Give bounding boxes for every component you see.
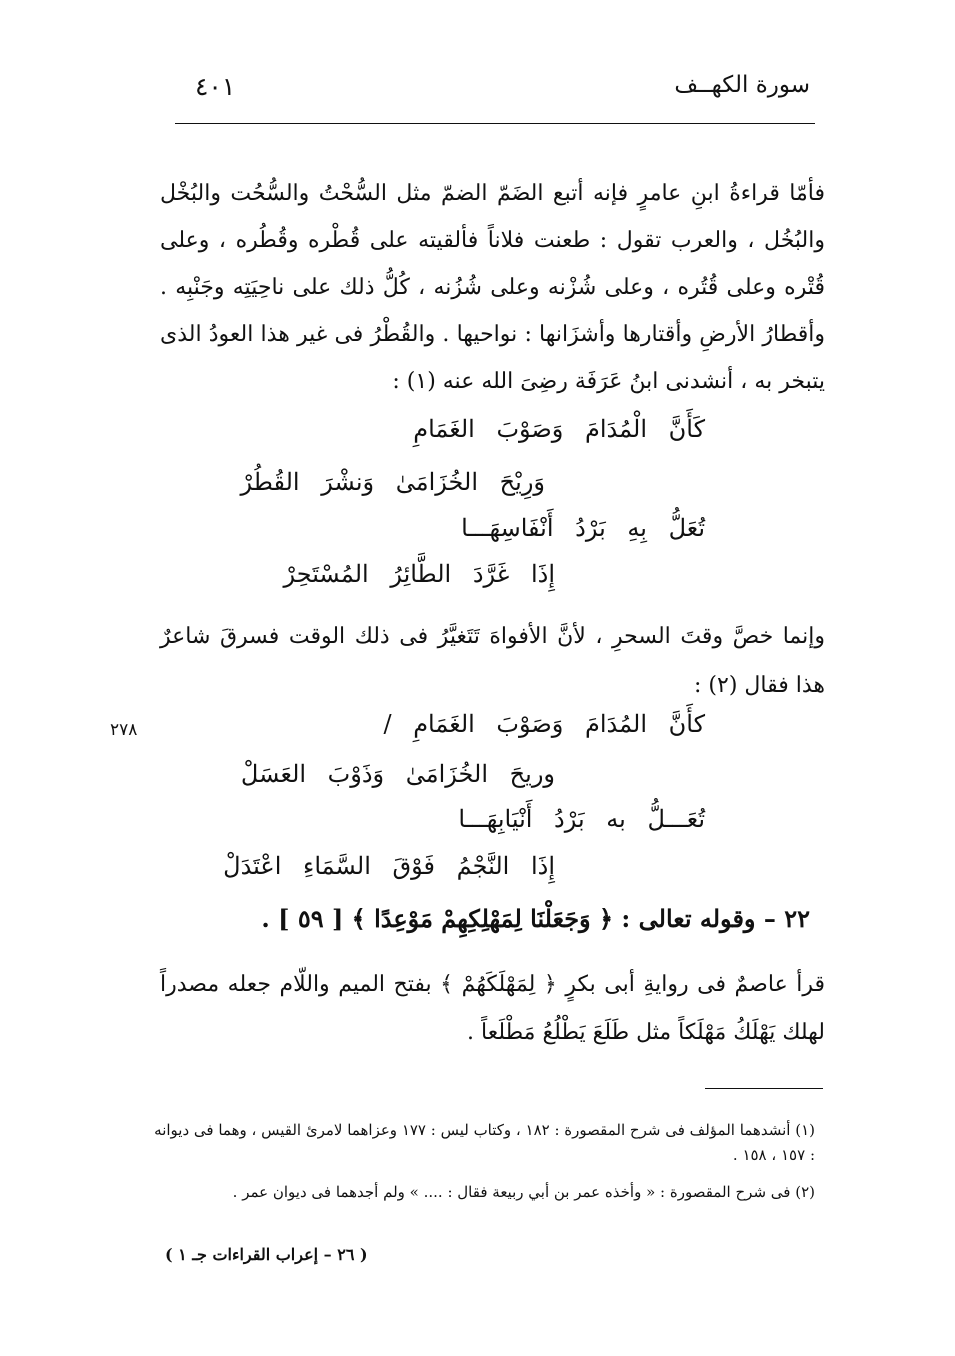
margin-page-number: ٢٧٨ <box>110 720 138 740</box>
poem2-line3: تُعَـــلُّ به بَرْدُ أَنْيَابِهَـــا <box>458 805 705 833</box>
running-header-title: سورة الكهــف <box>674 72 810 98</box>
poem2-line4: إِذَا النَّجْمُ فَوْقَ السَّمَاءِ اعْتَدَلْ <box>223 852 555 880</box>
poem2-line2: وريحَ الخُزَامَىٰ وَذَوْبَ العَسَلْ <box>240 760 555 788</box>
header-rule <box>175 123 815 124</box>
paragraph-sahar <box>160 612 825 710</box>
verse-heading: ٢٢ – وقوله تعالى : ﴿ وَجَعَلْنَا لِمَهْلِكِهِمْ مَوْعِدًا ﴾ [ ٥٩ ] . <box>261 904 810 933</box>
footnote-2 <box>145 1180 815 1205</box>
paragraph-text: فأمّا قراءةُ ابنِ عامرٍ فإنه أتبع الضَمّ الضمّ مثل السُّحْتُ والسُّحُت والبُخْل والبُخُل ، والعرب تقول : طعنت فلاناً فألقيته على قُطْره وقُطُره ، وعلى قُتْره وعلى قُتُره ، وعلى شُزْنه وعلى شُزُنه ، كُلُّ ذلك على ناحِيَتِه وجَنْبِه . وأقطارُ الأرضِ وأقتارها وأشزَانها : نواحيها . والقُطْرُ فى غير هذا العودُ الذى يتبخر به ، أنشدنى ابنُ عَرَفَة رضِىَ الله عنه (١) : <box>160 181 825 394</box>
footnote-text: (١) أنشدهما المؤلف فى شرح المقصورة : ١٨٢ ، وكتاب ليس : ١٧٧ وعزاهما لامرئ القيس ، وهما فى ديوانه : ١٥٧ ، ١٥٨ . <box>154 1121 815 1164</box>
poem2-line1: كأَنَّ المُدَامَ وَصَوْبَ الغَمَامِ / <box>383 710 705 738</box>
poem1-line4: إِذَا غَرَّدَ الطَّائِرُ المُسْتَحِرْ <box>283 560 555 588</box>
paragraph-ibn-amir <box>160 170 825 405</box>
footnote-1 <box>145 1118 815 1168</box>
paragraph-asim <box>160 961 825 1057</box>
paragraph-text: قرأ عاصمٌ فى روايةِ أبى بكرٍ ﴿ لِمَهْلَكَهُمْ ﴾ بفتح الميم واللّام جعله مصدراً لهلك يَهْلَكُ مَهْلَكاً مثل طَلَعَ يَطْلُعُ مَطْلَعاً . <box>160 972 825 1045</box>
signature-mark: ( ٢٦ – إعراب القراءات جـ ١ ) <box>165 1245 368 1264</box>
page-number: ٤٠١ <box>195 72 236 101</box>
poem1-line1: كَأَنَّ الْمُدَامَ وَصَوْبَ الغَمَامِ <box>413 415 705 443</box>
footnote-text: (٢) فى شرح المقصورة : « وأخذه عمر بن أبي ربيعة فقال : .... » ولم أجدهما فى ديوان عمر . <box>232 1183 815 1201</box>
paragraph-text: وإنما خصَّ وقتَ السحرِ ، لأنَّ الأفواهَ تَتَغيَّرُ فى ذلك الوقت فسرقَ شاعرٌ هذا فقال (٢) : <box>160 624 825 698</box>
poem1-line3: تُعَلُّ بِهِ بَرْدُ أَنْفَاسِهَـــا <box>461 514 705 542</box>
poem1-line2: وَرِيْحَ الخُزَامَىٰ وَنشْرَ القُطُرْ <box>240 468 545 496</box>
footnote-rule <box>705 1088 823 1089</box>
